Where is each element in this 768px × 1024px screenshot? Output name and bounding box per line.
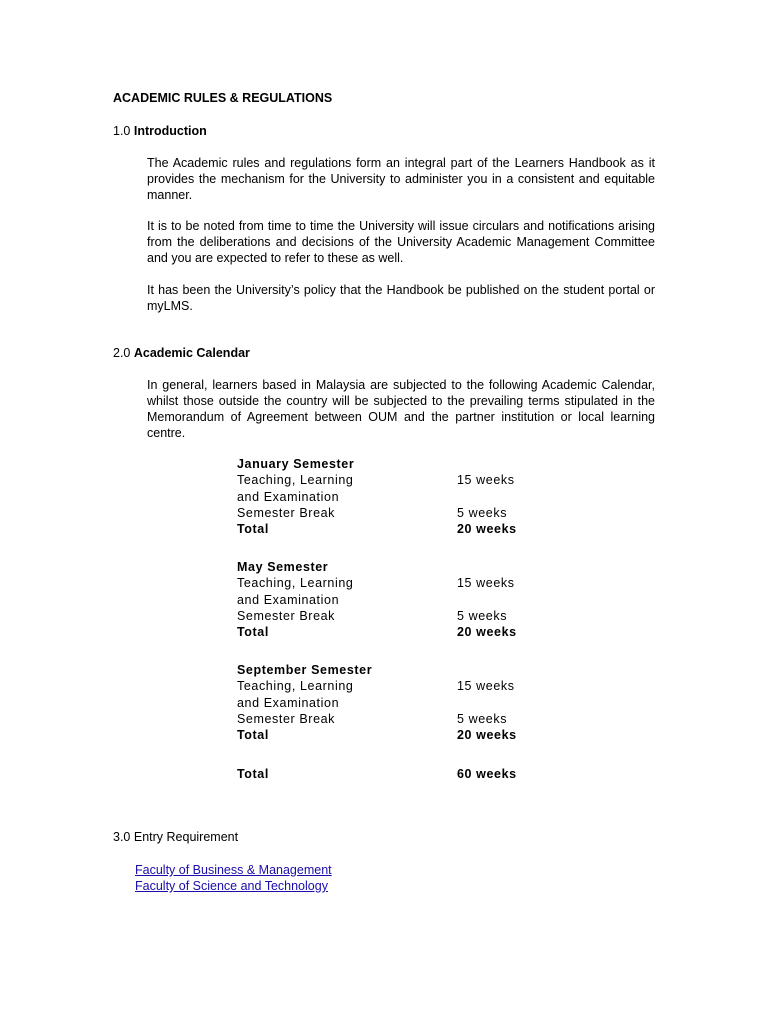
total-label: Total bbox=[237, 625, 269, 640]
section-title: Academic Calendar bbox=[133, 346, 250, 360]
intro-paragraph-1: The Academic rules and regulations form an integral part of the Learners Handbook as it provides the mechanism for the University to administer you in a consistent and equitable manner. bbox=[147, 156, 655, 202]
teaching-label-cont: and Examination bbox=[237, 695, 340, 710]
teaching-label: Teaching, Learning bbox=[237, 679, 354, 694]
grand-total-weeks: 60 weeks bbox=[457, 767, 517, 781]
section-heading-entry-requirement bbox=[113, 829, 238, 845]
teaching-weeks: 15 weeks bbox=[457, 679, 515, 694]
semester-name: January Semester bbox=[237, 457, 355, 471]
total-label: Total bbox=[237, 522, 269, 537]
break-label: Semester Break bbox=[237, 505, 336, 520]
section-number: 2.0 bbox=[113, 346, 131, 360]
section-title: Entry Requirement bbox=[133, 830, 239, 844]
section-heading-introduction bbox=[113, 123, 207, 139]
semester-block-september bbox=[237, 662, 537, 743]
break-weeks: 5 weeks bbox=[457, 505, 508, 520]
break-weeks: 5 weeks bbox=[457, 608, 508, 623]
teaching-label: Teaching, Learning bbox=[237, 576, 354, 591]
link-faculty-science-technology[interactable]: Faculty of Science and Technology bbox=[135, 879, 328, 893]
teaching-label: Teaching, Learning bbox=[237, 473, 354, 488]
intro-paragraph-2: It is to be noted from time to time the University will issue circulars and notifications arising from the deliberations and decisions of the University Academic Management Committee and you are expected to refer to these as well. bbox=[147, 219, 655, 265]
intro-paragraph-3: It has been the University’s policy that the Handbook be published on the student portal or myLMS. bbox=[147, 283, 655, 313]
break-weeks: 5 weeks bbox=[457, 711, 508, 726]
total-weeks: 20 weeks bbox=[457, 625, 517, 640]
break-label: Semester Break bbox=[237, 608, 336, 623]
semester-name: May Semester bbox=[237, 560, 329, 574]
teaching-label-cont: and Examination bbox=[237, 489, 340, 504]
section-title: Introduction bbox=[133, 124, 207, 138]
semester-block-january bbox=[237, 456, 537, 537]
semester-name: September Semester bbox=[237, 663, 373, 677]
grand-total-row bbox=[237, 766, 537, 782]
section-number: 3.0 bbox=[113, 830, 131, 844]
grand-total-label: Total bbox=[237, 767, 269, 781]
document-title: ACADEMIC RULES & REGULATIONS bbox=[113, 91, 333, 105]
teaching-weeks: 15 weeks bbox=[457, 473, 515, 488]
total-weeks: 20 weeks bbox=[457, 728, 517, 743]
break-label: Semester Break bbox=[237, 711, 336, 726]
link-faculty-business-management[interactable]: Faculty of Business & Management bbox=[135, 863, 332, 877]
total-weeks: 20 weeks bbox=[457, 522, 517, 537]
calendar-paragraph: In general, learners based in Malaysia are subjected to the following Academic Calendar, whilst those outside the country will be subjected to the prevailing terms stipulated in the Memorandum of Agreement between OUM and the partner institution or local learning centre. bbox=[147, 378, 655, 440]
teaching-label-cont: and Examination bbox=[237, 592, 340, 607]
section-number: 1.0 bbox=[113, 124, 131, 138]
section-heading-academic-calendar bbox=[113, 345, 250, 361]
total-label: Total bbox=[237, 728, 269, 743]
teaching-weeks: 15 weeks bbox=[457, 576, 515, 591]
semester-block-may bbox=[237, 559, 537, 640]
